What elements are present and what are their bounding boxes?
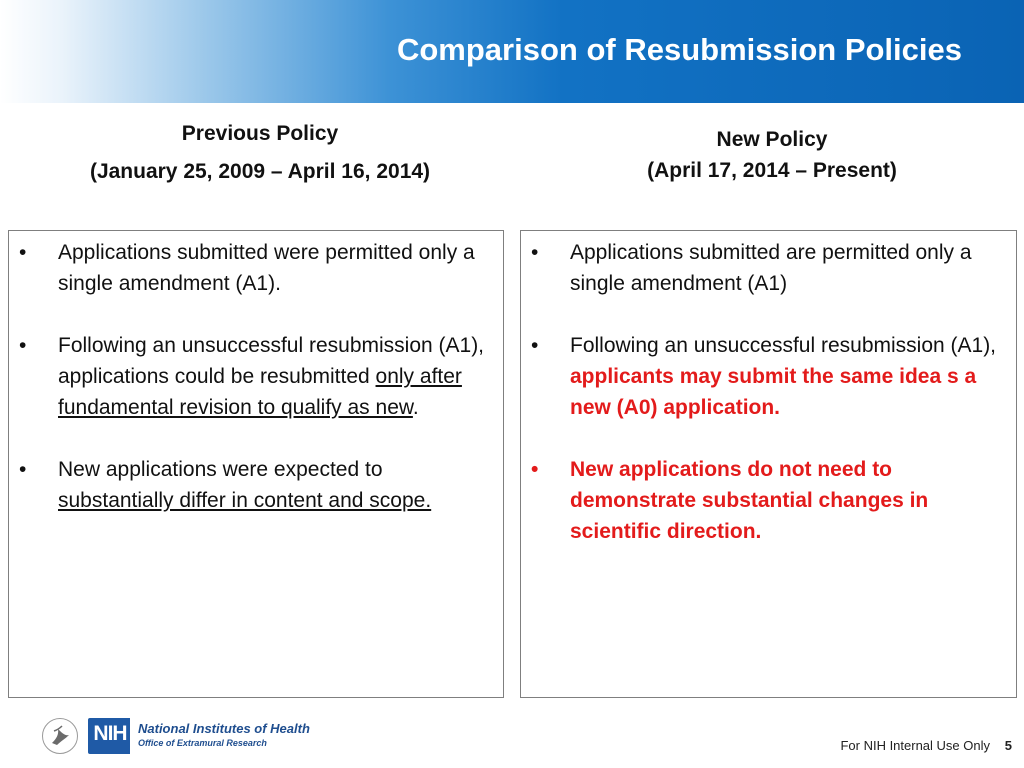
bullet-item <box>521 330 1016 423</box>
bullet-text: Following an unsuccessful resubmission (A1), applications could be resubmitted <box>58 334 485 388</box>
bullet-text: substantially differ in content and scope. <box>58 489 432 512</box>
new-policy-box <box>520 230 1017 698</box>
bullet-dot: • <box>531 241 539 264</box>
footer-note: For NIH Internal Use Only <box>840 738 990 753</box>
slide-title: Comparison of Resubmission Policies <box>396 32 962 67</box>
bullet-dot: • <box>531 458 539 481</box>
page-number: 5 <box>1004 738 1012 753</box>
bullet-dot: • <box>531 334 539 357</box>
previous-policy-title: Previous Policy <box>181 122 339 145</box>
bullet-dot: • <box>19 334 27 357</box>
previous-policy-list <box>9 237 503 547</box>
bullet-item <box>9 454 503 516</box>
bullet-item <box>521 237 1016 299</box>
bullet-item <box>9 330 503 423</box>
previous-policy-heading <box>10 118 510 187</box>
bullet-item <box>9 237 503 299</box>
bullet-text: New applications were expected to <box>58 458 383 481</box>
bullet-text: New applications do not need to demonstrate substantial changes in scientific direction. <box>570 458 929 543</box>
bullet-text: only after fundamental revision to qualify as new <box>58 365 462 419</box>
nih-office-name: Office of Extramural Research <box>138 738 267 748</box>
bullet-text: Applications submitted are permitted only a single amendment (A1) <box>570 241 972 295</box>
nih-logo-text: NIH <box>93 722 127 745</box>
previous-policy-box <box>8 230 504 698</box>
bullet-text: applicants may submit the same idea s a new (A0) application. <box>570 365 977 419</box>
hhs-seal-icon <box>42 718 78 754</box>
new-policy-heading <box>522 124 1022 186</box>
nih-org-name: National Institutes of Health <box>138 721 310 736</box>
bullet-dot: • <box>19 241 27 264</box>
new-policy-title: New Policy <box>716 128 828 151</box>
nih-logo <box>42 716 310 760</box>
new-policy-dates: (April 17, 2014 – Present) <box>647 159 897 182</box>
previous-policy-dates: (January 25, 2009 – April 16, 2014) <box>89 160 431 183</box>
bullet-text: . <box>412 396 419 419</box>
bullet-text: Following an unsuccessful resubmission (A1), <box>570 334 997 357</box>
bullet-dot: • <box>19 458 27 481</box>
new-policy-list <box>521 237 1016 578</box>
bullet-item <box>521 454 1016 547</box>
bullet-text: Applications submitted were permitted only a single amendment (A1). <box>58 241 475 295</box>
